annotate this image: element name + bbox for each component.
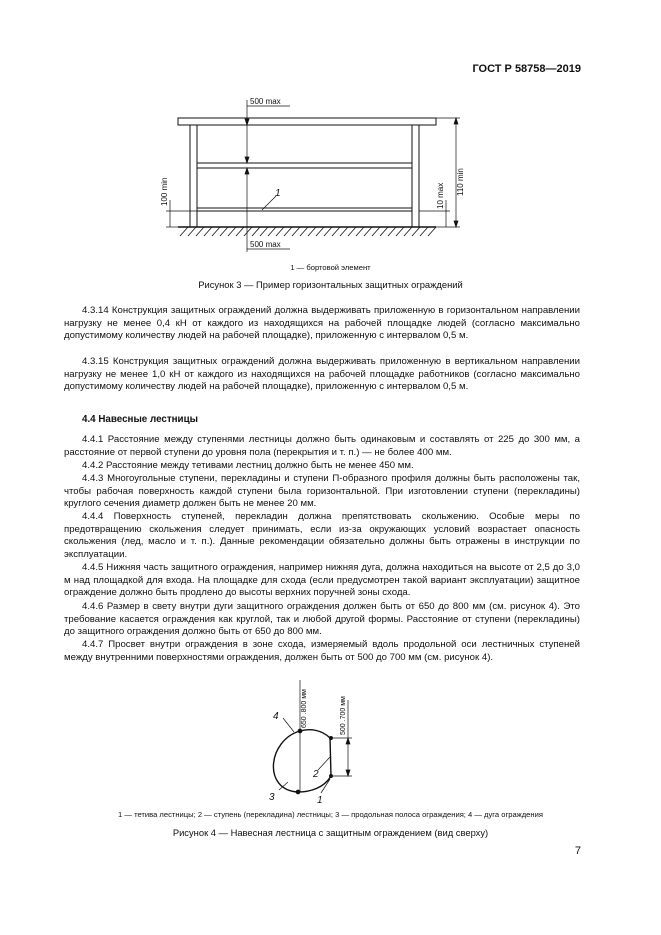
paragraph-4-4-7: 4.4.7 Просвет внутри ограждения в зоне схода, измеряемый вдоль продольной оси лестничных ступеней между внутренними поверхностями ограждения, должен быть от 500 до 700 мм (см. рисунок 4). <box>64 639 580 663</box>
figure-4-caption: Рисунок 4 — Навесная лестница с защитным ограждением (вид сверху) <box>172 827 489 838</box>
callout-4: 4 <box>273 711 279 722</box>
ground-hatching <box>180 227 436 236</box>
figure-4-legend: 1 — тетива лестницы; 2 — ступень (перекладина) лестницы; 3 — продольная полоса ограждения; 4 — дуга ограждения <box>118 810 543 819</box>
document-header: ГОСТ Р 58758—2019 <box>472 63 581 75</box>
figure-4-ladder-cage-drawing <box>255 672 365 807</box>
page-number: 7 <box>574 845 581 857</box>
paragraph-4-4-2: 4.4.2 Расстояние между тетивами лестниц должно быть не менее 450 мм. <box>82 460 414 471</box>
dim-right-small-label: 10 max <box>436 182 445 209</box>
dim-b-label: 500 .700 мм <box>340 696 347 735</box>
paragraph-4-4-5: 4.4.5 Нижняя часть защитного ограждения, например нижняя дуга, должна находиться на высоте от 2,5 до 3,0 м над площадкой для входа. На площадке для схода (если предусмотрен такой вариант эксплуатации) защитное ограждение должно быть продлено до высоты верхних поручней зоны схода. <box>64 562 580 599</box>
paragraph-4-3-15: 4.3.15 Конструкция защитных ограждений должна выдерживать приложенную в вертикальном направлении нагрузку не менее 1,0 кН от каждого из находящихся на рабочей площадке работников (согласно максимально допустимому количеству людей на рабочей площадке), приложенную с интервалом 0,5 м. <box>64 356 580 393</box>
dim-top-label: 500 max <box>250 97 281 106</box>
top-rail <box>178 118 436 125</box>
dim-right-total-label: 110 min <box>456 168 465 196</box>
paragraph-4-3-14: 4.3.14 Конструкция защитных ограждений должна выдерживать приложенную в горизонтальном направлении нагрузку не менее 0,4 кН от каждого из находящихся на рабочей площадке людей (согласно максимально допустимому количеству людей на рабочей площадке), приложенную с интервалом 0,5 м. <box>64 305 580 342</box>
paragraph-4-4-3: 4.4.3 Многоугольные ступени, перекладины и ступени П-образного профиля должны быть расположены так, чтобы рабочая поверхность каждой ступени была горизонтальной. При изготовлении ступени (перекладины) круглого сечения диаметр должен быть не менее 20 мм. <box>64 473 580 510</box>
dim-left-label: 100 min <box>160 177 169 206</box>
dim-bottom-label: 500 max <box>250 240 281 249</box>
callout-1: 1 <box>275 188 281 199</box>
dim-a-label: 650 .800 мм <box>301 689 308 728</box>
figure-3-caption: Рисунок 3 — Пример горизонтальных защитных ограждений <box>198 279 463 290</box>
callout-1: 1 <box>317 795 323 806</box>
figure-3-legend: 1 — бортовой элемент <box>290 263 371 272</box>
paragraph-4-4-6: 4.4.6 Размер в свету внутри дуги защитного ограждения должен быть от 650 до 800 мм (см. рисунок 4). Это требование касается ограждения как круглой, так и любой другой формы. Расстояние от ступени (перекладины) до защитного ограждения должно быть от 650 до 800 мм. <box>64 601 580 638</box>
figure-3-guardrail-drawing <box>150 90 480 255</box>
paragraph-4-4-4: 4.4.4 Поверхность ступеней, перекладин должна препятствовать скольжению. Особые меры по предотвращению скольжения следует принимать, если из-за окружающих условий возрастает опасность скольжения (лед, масло и т. п.). Данные рекомендации обязательно должны быть отражены в инструкции по эксплуатации. <box>64 511 580 560</box>
paragraph-4-4-1: 4.4.1 Расстояние между ступенями лестницы должно быть одинаковым и составлять от 225 до 300 мм, а расстояние от первой ступени до уровня пола (перекрытия и т. п.) — не более 400 мм. <box>64 434 580 458</box>
callout-2: 2 <box>313 769 319 780</box>
callout-3: 3 <box>269 792 275 803</box>
section-heading-4-4: 4.4 Навесные лестницы <box>82 414 198 425</box>
